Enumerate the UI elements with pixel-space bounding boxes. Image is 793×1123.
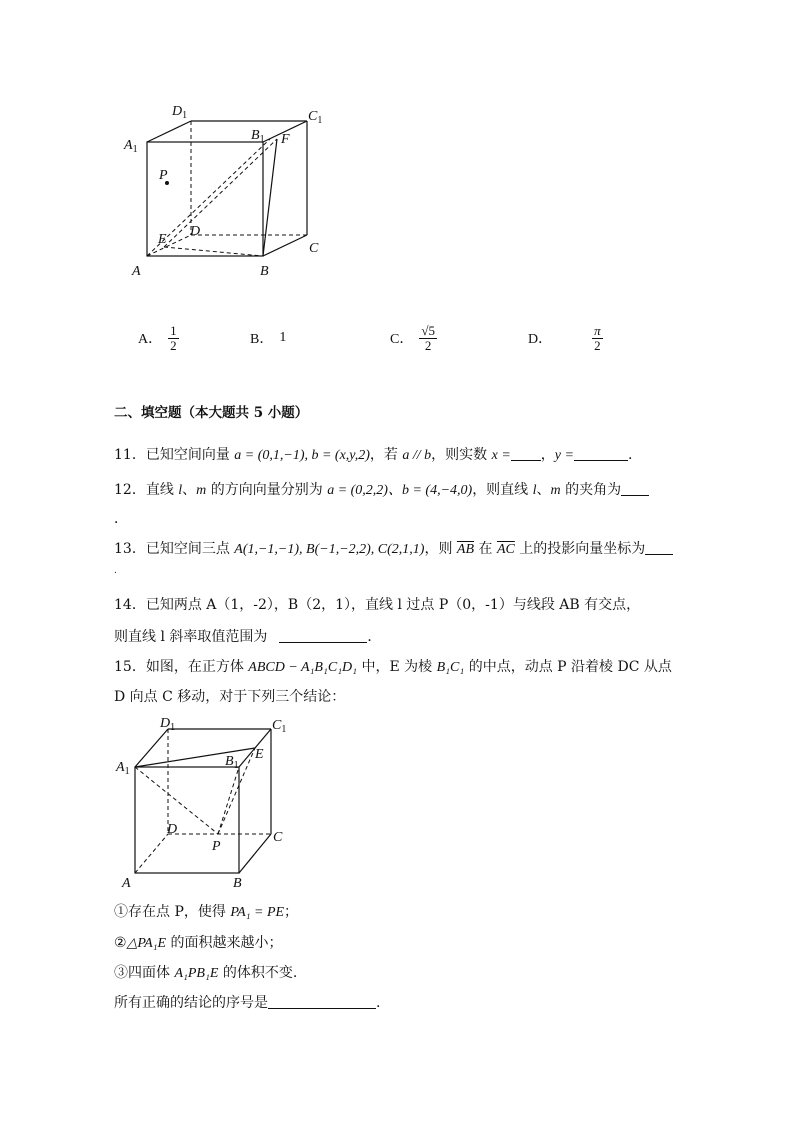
label-c: C xyxy=(309,241,319,256)
label-c: C xyxy=(273,830,283,845)
q14-end: ． xyxy=(367,629,382,645)
q11-mid: ，若 xyxy=(369,447,403,463)
label-c1: $C_1$ xyxy=(308,109,323,126)
q15-cube: ABCD − A₁B₁C₁D₁ xyxy=(248,660,358,675)
option-c-num: √5 xyxy=(421,322,435,338)
option-d-label: D． xyxy=(528,332,553,347)
conclusion-3-text: 四面体 xyxy=(128,965,175,981)
q15-mid: 中，E 为棱 xyxy=(357,659,437,675)
conclusion-2-end: 的面积越来越小； xyxy=(166,935,283,951)
q13-prefix: 13．已知空间三点 xyxy=(114,541,235,557)
conclusion-1-mark: ① xyxy=(114,904,128,920)
option-d-num: π xyxy=(594,322,601,338)
option-b xyxy=(250,318,286,358)
option-d-den: 2 xyxy=(594,337,601,353)
label-a: A xyxy=(122,876,131,891)
q11-prefix: 11．已知空间向量 xyxy=(114,447,235,463)
label-f: F xyxy=(281,132,290,147)
q12-comma: 、 xyxy=(182,482,197,498)
q13-on: 在 xyxy=(474,541,497,557)
label-b1: $B_1$ xyxy=(251,128,265,145)
q12-comma2: 、 xyxy=(536,482,551,498)
option-c-label: C． xyxy=(390,332,414,347)
q12-m: m xyxy=(196,483,207,498)
conclusion-1-end: ； xyxy=(284,904,299,920)
q12-continuation: ． xyxy=(114,511,128,527)
q11-suffix: ，则实数 xyxy=(431,447,492,463)
cube-diagram-1 xyxy=(120,95,350,290)
q12-l: l xyxy=(178,483,183,498)
label-p: P xyxy=(212,839,221,854)
conclusion-1 xyxy=(114,901,298,921)
conclusion-3-mark: ③ xyxy=(114,965,128,981)
q12-mid: 的方向向量分别为 xyxy=(206,482,328,498)
option-a-den: 2 xyxy=(170,337,177,353)
final-question-blank[interactable] xyxy=(268,994,376,1009)
q12-end: 的夹角为 xyxy=(560,482,622,498)
cube-diagram-2 xyxy=(112,712,302,892)
q11-vectors: a = (0,1,−1), b = (x,y,2) xyxy=(234,448,370,463)
option-c-den: 2 xyxy=(424,337,432,353)
conclusion-2-mark: ② xyxy=(114,935,127,951)
option-d xyxy=(528,318,603,358)
q15-suffix: 的中点，动点 P 沿着棱 DC 从点 xyxy=(464,659,672,675)
label-b: B xyxy=(233,876,242,891)
q11-blank-y[interactable] xyxy=(574,446,628,461)
conclusion-2-math: △PA₁E xyxy=(126,936,167,951)
section-heading: 二、填空题（本大题共 5 小题） xyxy=(114,405,309,421)
q11-x: x = xyxy=(491,448,511,463)
option-c xyxy=(390,318,437,358)
q12-m2: m xyxy=(550,483,561,498)
question-12 xyxy=(114,479,649,499)
q14-prompt: 则直线 l 斜率取值范围为 xyxy=(114,629,268,645)
option-c-fraction xyxy=(419,324,437,353)
q13-mid: ，则 xyxy=(424,541,457,557)
q11-end: . xyxy=(627,447,633,463)
question-15-line-2: D 向点 C 移动，对于下列三个结论： xyxy=(114,689,346,705)
cube-figure-2 xyxy=(112,712,302,896)
q11-y: y = xyxy=(554,448,574,463)
q15-edge: B₁C₁ xyxy=(436,660,465,675)
option-a-fraction xyxy=(168,324,179,353)
option-b-value: 1 xyxy=(279,330,287,345)
question-13 xyxy=(114,538,673,558)
conclusion-1-math: PA₁ = PE xyxy=(230,905,285,920)
label-e: E xyxy=(158,232,167,247)
cube-figure-1 xyxy=(120,95,350,294)
label-c1: $C_1$ xyxy=(272,718,287,735)
q13-blank[interactable] xyxy=(645,540,673,555)
option-d-fraction xyxy=(592,324,603,353)
question-11 xyxy=(114,444,632,464)
q15-prefix: 15．如图，在正方体 xyxy=(114,659,249,675)
q14-blank[interactable] xyxy=(279,628,367,643)
question-14-line-1: 14．已知两点 A（1，-2），B（2，1），直线 l 过点 P（0，-1）与线段 AB 有交点， xyxy=(114,597,641,613)
q11-sep: ， xyxy=(540,447,555,463)
label-d1: $D_1$ xyxy=(160,716,176,733)
q13-points: A(1,−1,−1), B(−1,−2,2), C(2,1,1) xyxy=(234,542,425,557)
final-question-end: . xyxy=(376,995,381,1011)
option-b-label: B． xyxy=(250,332,274,347)
q12-vectors: a = (0,2,2)、b = (4,−4,0) xyxy=(327,483,473,498)
q12-suffix: ，则直线 xyxy=(472,482,533,498)
conclusion-3 xyxy=(114,962,297,982)
conclusion-3-math: A₁PB₁E xyxy=(174,966,219,981)
conclusion-2 xyxy=(114,932,283,952)
label-d: D xyxy=(167,822,178,837)
label-a1: $A_1$ xyxy=(124,138,138,155)
label-d: D xyxy=(190,224,201,239)
option-a-label: A． xyxy=(138,332,163,347)
question-15-line-1 xyxy=(114,656,672,676)
conclusion-3-end: 的体积不变. xyxy=(218,965,298,981)
conclusion-1-text: 存在点 P，使得 xyxy=(128,904,231,920)
label-e: E xyxy=(255,747,264,762)
label-b: B xyxy=(260,264,269,279)
q11-blank-x[interactable] xyxy=(511,446,541,461)
question-14-line-2 xyxy=(114,626,381,646)
final-question-text: 所有正确的结论的序号是 xyxy=(114,995,268,1011)
q13-end: 上的投影向量坐标为 xyxy=(514,541,646,557)
label-a1: $A_1$ xyxy=(116,760,130,777)
option-a-num: 1 xyxy=(170,322,177,338)
q12-prefix: 12．直线 xyxy=(114,482,179,498)
label-a: A xyxy=(132,264,141,279)
final-question xyxy=(114,992,380,1012)
q13-vector-ab: $\overline{AB}$ xyxy=(456,542,475,557)
q12-l2: l xyxy=(532,483,537,498)
q13-continuation: . xyxy=(114,566,117,576)
q11-parallel: a // b xyxy=(402,448,432,463)
label-d1: $D_1$ xyxy=(172,104,188,121)
q12-blank[interactable] xyxy=(621,481,649,496)
label-p: P xyxy=(159,168,168,183)
label-b1: $B_1$ xyxy=(225,754,239,771)
option-a xyxy=(138,318,179,358)
q13-vector-ac: $\overline{AC}$ xyxy=(496,542,515,557)
